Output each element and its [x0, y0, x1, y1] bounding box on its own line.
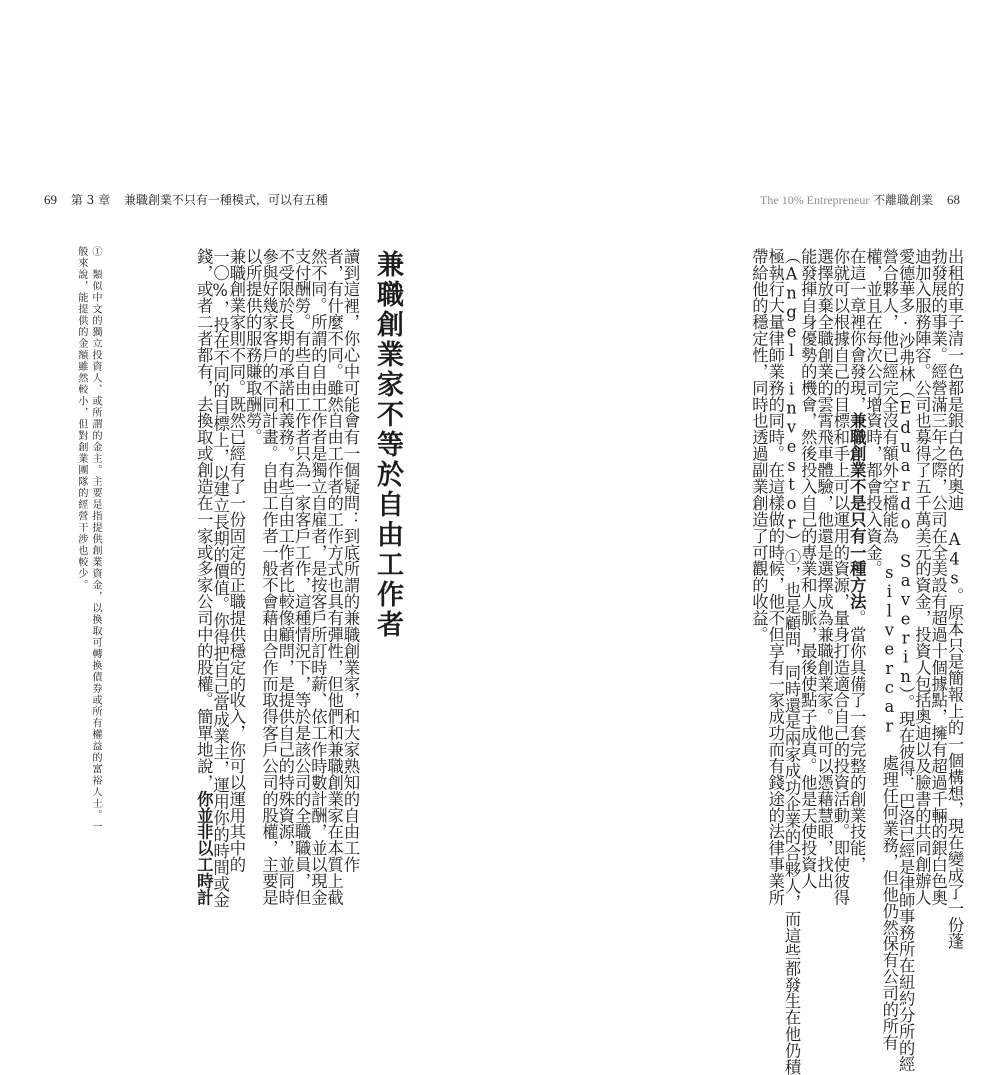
para2-bold: 兼職創業不是只有一種方法	[847, 412, 867, 610]
body-line: 不受限於長期的承諾和義務。有些自由工作者比較像顧問，是提供自己的特殊資源，並同時	[275, 248, 295, 906]
body-line: 你就可以根據自己的目標和手上可以運用的資源，量身打造適合自己的投資活動。即使彼得	[830, 248, 850, 906]
footnote-line: 般來說，能提供的金額雖然較小，但對創業團隊的經營干涉也較少。	[75, 246, 87, 591]
para2-rest: 。當你具備了一套完整的創業技能，	[847, 609, 867, 873]
last-line-text: 錢，或者二者都有，去換取或創造在一家或多家公司中的股權。簡單地說，	[194, 248, 214, 791]
body-line: 者，有什麼不同。雖然自由工作者的工作方式也具有彈性，但他們和兼職創業家在本質上截	[324, 248, 344, 906]
body-line-last	[194, 248, 214, 906]
body-line: 讀到這裡，你心中可能會有一個疑問：到底所謂的兼職創業家，和大家熟知的自由工作	[341, 248, 360, 873]
body-line: 帶給他的穩定性，同時也透過副業創造了可觀的收益。	[749, 248, 769, 643]
right-running-head	[760, 191, 960, 208]
body-line: 選擇放棄全職創業的雲霄飛車體驗，他還是選擇成為兼職創業家。他可以憑藉慧眼，找出	[814, 248, 834, 890]
body-line: 勃發展的事業。經營滿三年之際，公司在全美設有超過十個據點，擁有超過千輛的銀白色奧	[928, 248, 948, 906]
left-page-number: 69	[44, 192, 57, 207]
left-running-head	[44, 191, 328, 208]
left-page-body	[130, 248, 360, 909]
chapter-label: 第 3 章	[70, 193, 111, 207]
para2-start: 在這一章裡你會發現，	[847, 248, 867, 413]
body-line: 極執行大量律師業務的同時。在這樣做的時候，他不但享有一家成功而有錢途的法律事業所	[765, 248, 785, 906]
book-title-en: The 10% Entrepreneur	[760, 193, 870, 207]
footnote	[64, 246, 101, 833]
body-line: 能發揮自身優勢的機會，然後投入自己的專業和人脈，最後使點子成真。他是天使投資人	[798, 248, 818, 890]
body-line: （Angel investor）①，也是顧問，同時還是兩家成功企業的合夥人，而這些都發生在他仍積	[782, 248, 802, 1075]
body-line: 權，並且在每次公司增資時，都會投入資金。	[863, 248, 883, 577]
body-line-paragraph-start	[847, 248, 867, 873]
right-page-number: 68	[947, 192, 960, 207]
body-line: 迪加入服務陣容。公司也募得了五千萬美元的資金，投資人包括奧迪以及臉書的共同創辦人	[912, 248, 932, 906]
body-line: 出租的車子清一色都是銀白色的奧迪 A4s。原本只是簡報上的一個構想，現在變成了一份蓬	[945, 248, 964, 950]
body-line: 參與好幾家客戶的不同計畫。自由工作者一般不會藉由合作而取得客戶公司的股權，主要是	[259, 248, 279, 906]
body-line: 營合夥人，他已經完全沒有額外空檔能為 silvercar 處理任何業務，但他仍然保有公司的所有	[879, 248, 899, 1051]
body-line: 一〇%，投在不同的目標上，以建立長期的價值。你得把自己當成業主，運用你的時間或金	[210, 248, 230, 909]
section-heading: 兼職創業家不等於自由工作者	[372, 250, 403, 640]
book-title-zh: 不離職創業	[873, 193, 934, 207]
last-line-bold: 你並非以工時計	[194, 790, 214, 906]
chapter-title: 兼職創業不只有一種模式，可以有五種	[123, 193, 328, 207]
body-line: 然不同。所謂的自由工作者是獨立自雇者，是按客戶所訂時薪、依工作時數計酬，並以現金	[308, 248, 328, 906]
body-line: 兼職創業家則不同。既然已經有了一份固定的正職提供穩定的收入，你可以運用其中的	[226, 248, 246, 873]
body-line: 以所提供的服務賺取酬勞。	[243, 248, 263, 446]
body-line: 愛德華多·沙弗林（Eduardo Saverin）。現在彼得．巴洛已經是律師事務所在紐約分所的經	[896, 248, 916, 1073]
body-line: 支付酬勞。有些自由工作者只為一家客戶工作，這種情況下，等於是該公司的全職職員，但	[292, 248, 312, 906]
footnote-line: ① 類似中文的獨立投資人、或所謂的金主。主要是指提供創業資金，以換取可轉換債券或所有權益的富裕人士。一	[90, 246, 101, 833]
right-page-body	[627, 248, 964, 1075]
